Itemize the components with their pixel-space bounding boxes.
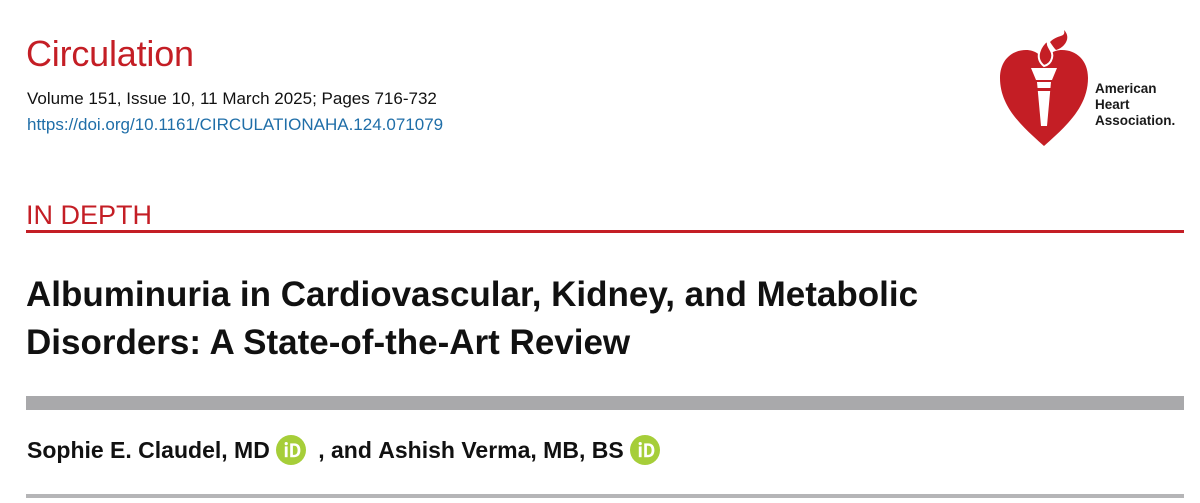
article-title-line: Albuminuria in Cardiovascular, Kidney, and Metabolic: [26, 275, 919, 314]
doi-link[interactable]: https://doi.org/10.1161/CIRCULATIONAHA.124.071079: [27, 115, 444, 134]
article-title: [26, 271, 1176, 367]
citation-info: Volume 151, Issue 10, 11 March 2025; Pages 716-732: [27, 89, 437, 108]
journal-name[interactable]: Circulation: [26, 33, 194, 74]
aha-wordmark-line: American: [1095, 81, 1157, 96]
section-divider: [26, 230, 1184, 233]
author-separator: , and: [311, 436, 379, 463]
orcid-icon[interactable]: [276, 435, 306, 465]
section-label: IN DEPTH: [26, 200, 153, 230]
article-title-line: Disorders: A State-of-the-Art Review: [26, 323, 631, 362]
heart-torch-icon: [994, 28, 1094, 148]
aha-wordmark-line: Association.: [1095, 113, 1176, 128]
author-name[interactable]: Ashish Verma, MB, BS: [378, 436, 624, 463]
footer-divider: [26, 494, 1184, 498]
aha-wordmark-line: Heart: [1095, 97, 1130, 112]
author-name[interactable]: Sophie E. Claudel, MD: [27, 436, 270, 463]
title-divider: [26, 396, 1184, 410]
aha-logo[interactable]: [994, 28, 1184, 148]
orcid-icon[interactable]: [630, 435, 660, 465]
aha-wordmark: [1095, 81, 1175, 129]
author-list: [27, 435, 666, 465]
